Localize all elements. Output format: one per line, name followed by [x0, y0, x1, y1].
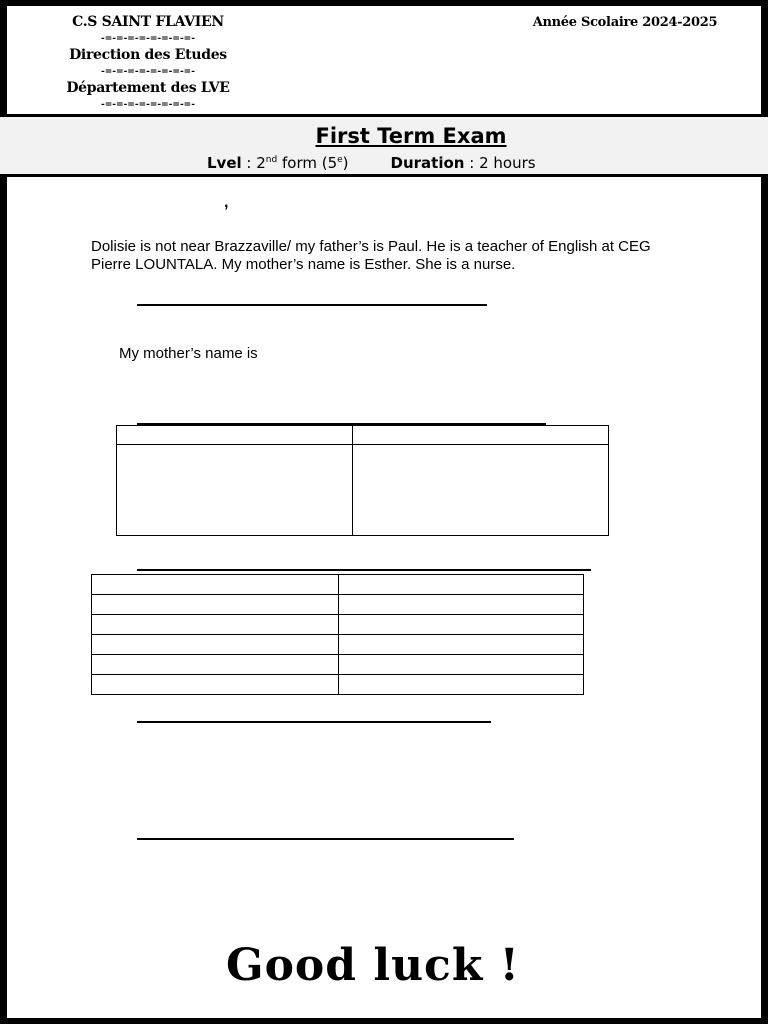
table-row: [92, 615, 584, 635]
question-text: My mother’s name is: [119, 345, 258, 362]
duration-value: 2 hours: [479, 154, 536, 172]
six-row-table: [91, 574, 584, 695]
level-value: ): [342, 154, 349, 172]
reading-passage: Dolisie is not near Brazzaville/ my father’s is Paul. He is a teacher of English at CEG Pierre LOUNTALA. My mother’s name is Esther. She is a nurse.: [91, 238, 651, 273]
school-year: Année Scolaire 2024-2025: [532, 15, 718, 30]
table-row: [92, 575, 584, 595]
table-row: [117, 445, 609, 536]
table-cell: [92, 595, 339, 615]
table-cell: [92, 655, 339, 675]
school-name: C.S SAINT FLAVIEN: [72, 14, 224, 30]
separator: -=-=-=-=-=-=-=-=-: [101, 100, 195, 110]
good-luck-message: Good luck !: [226, 940, 520, 991]
table-cell: [353, 426, 609, 445]
table-cell: [117, 426, 353, 445]
table-cell: [92, 575, 339, 595]
table-cell: [339, 655, 584, 675]
table-cell: [339, 635, 584, 655]
level-label: Lvel: [207, 154, 242, 172]
table-row: [117, 426, 609, 445]
table-cell: [339, 595, 584, 615]
table-cell: [339, 675, 584, 695]
table-cell: [117, 445, 353, 536]
table-cell: [339, 615, 584, 635]
level-value: 2: [256, 154, 266, 172]
duration-label: Duration: [390, 154, 465, 172]
separator: -=-=-=-=-=-=-=-=-: [101, 34, 195, 44]
school-header: [58, 14, 238, 113]
two-column-table: [116, 425, 609, 536]
exam-title: First Term Exam: [315, 124, 507, 148]
level-value: form (5: [277, 154, 338, 172]
table-row: [92, 595, 584, 615]
level-superscript: e: [337, 155, 343, 165]
department-label: Département des LVE: [66, 80, 230, 96]
direction-label: Direction des Etudes: [69, 47, 227, 63]
answer-line: [137, 304, 487, 306]
level-duration-line: Lvel : 2nd form (5e) Duration : 2 hours: [207, 154, 536, 172]
table-cell: [92, 635, 339, 655]
separator: -=-=-=-=-=-=-=-=-: [101, 67, 195, 77]
table-row: [92, 675, 584, 695]
answer-line: [137, 569, 591, 571]
table-row: [92, 635, 584, 655]
table-cell: [339, 575, 584, 595]
table-cell: [353, 445, 609, 536]
table-cell: [92, 675, 339, 695]
answer-line: [137, 838, 514, 840]
stray-mark: ,: [224, 194, 229, 211]
level-superscript: nd: [265, 155, 278, 165]
table-row: [92, 655, 584, 675]
table-cell: [92, 615, 339, 635]
answer-line: [137, 721, 491, 723]
